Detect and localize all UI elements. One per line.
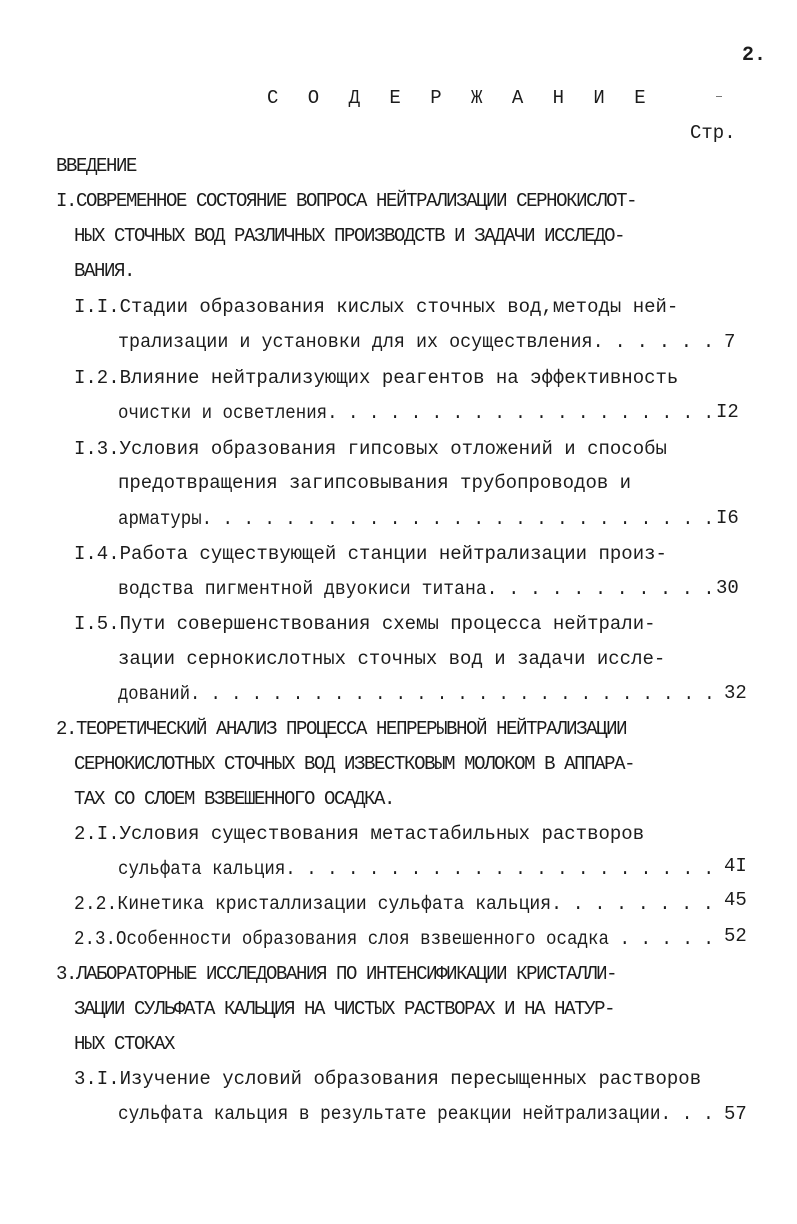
toc-intro: ВВЕДЕНИЕ bbox=[56, 155, 137, 177]
toc-item-1-2-line-1: I.2.Влияние нейтрализующих реагентов на эффективность bbox=[74, 367, 679, 389]
toc-item-2-3-line-1: 2.3.Особенности образования слоя взвешенного осадка . . . . . bbox=[74, 928, 714, 950]
toc-item-1-3-line-2: предотвращения загипсовывания трубопроводов и bbox=[118, 472, 632, 494]
toc-item-2-1-line-1: 2.I.Условия существования метастабильных растворов bbox=[74, 823, 645, 845]
toc-item-1-3-line-1: I.3.Условия образования гипсовых отложений и способы bbox=[74, 438, 667, 460]
toc-section-2-line-2: СЕРНОКИСЛОТНЫХ СТОЧНЫХ ВОД ИЗВЕСТКОВЫМ МОЛОКОМ В АППАРА- bbox=[74, 753, 635, 775]
toc-item-3-1-page: 57 bbox=[724, 1103, 747, 1125]
toc-item-1-1-line-1: I.I.Стадии образования кислых сточных вод,методы ней- bbox=[74, 296, 679, 318]
toc-item-3-1-line-1: 3.I.Изучение условий образования пересыщенных растворов bbox=[74, 1068, 702, 1090]
toc-item-1-5-line-3: дований. . . . . . . . . . . . . . . . . . . . . . . . . . bbox=[118, 683, 715, 705]
toc-item-1-4-page: 30 bbox=[716, 577, 739, 599]
toc-item-1-3-page: I6 bbox=[716, 507, 739, 529]
toc-section-1-line-2: НЫХ СТОЧНЫХ ВОД РАЗЛИЧНЫХ ПРОИЗВОДСТВ И ЗАДАЧИ ИССЛЕДО- bbox=[74, 225, 625, 247]
toc-item-1-3-line-3: арматуры. . . . . . . . . . . . . . . . . . . . . . . . . bbox=[118, 508, 714, 530]
toc-section-3-line-3: НЫХ СТОКАХ bbox=[74, 1033, 175, 1055]
toc-item-3-1-line-2: сульфата кальция в результате реакции нейтрализации. . . bbox=[118, 1103, 714, 1125]
toc-item-1-4-line-1: I.4.Работа существующей станции нейтрализации произ- bbox=[74, 543, 667, 565]
toc-item-2-1-line-2: сульфата кальция. . . . . . . . . . . . . . . . . . . . . bbox=[118, 858, 714, 880]
toc-section-3-line-1: 3.ЛАБОРАТОРНЫЕ ИССЛЕДОВАНИЯ ПО ИНТЕНСИФИКАЦИИ КРИСТАЛЛИ- bbox=[56, 963, 617, 985]
toc-item-2-2-line-1: 2.2.Кинетика кристаллизации сульфата кальция. . . . . . . . bbox=[74, 893, 714, 915]
toc-section-1-line-1: I.СОВРЕМЕННОЕ СОСТОЯНИЕ ВОПРОСА НЕЙТРАЛИЗАЦИИ СЕРНОКИСЛОТ- bbox=[56, 190, 637, 212]
toc-item-1-1-page: 7 bbox=[724, 331, 736, 353]
toc-section-2-line-3: ТАХ СО СЛОЕМ ВЗВЕШЕННОГО ОСАДКА. bbox=[74, 788, 395, 810]
toc-item-2-2-page: 45 bbox=[724, 889, 747, 911]
toc-item-1-1-line-2: трализации и установки для их осуществления. . . . . . bbox=[118, 331, 715, 353]
toc-item-1-4-line-2: водства пигментной двуокиси титана. . . . . . . . . . . bbox=[118, 578, 715, 600]
toc-section-3-line-2: ЗАЦИИ СУЛЬФАТА КАЛЬЦИЯ НА ЧИСТЫХ РАСТВОРАХ И НА НАТУР- bbox=[74, 998, 615, 1020]
toc-item-1-5-line-2: зации сернокислотных сточных вод и задачи иссле- bbox=[118, 648, 666, 670]
toc-item-2-3-page: 52 bbox=[724, 925, 747, 947]
toc-item-1-5-line-1: I.5.Пути совершенствования схемы процесса нейтрали- bbox=[74, 613, 656, 635]
page-title: С О Д Е Р Ж А Н И Е bbox=[267, 87, 655, 109]
toc-item-1-2-page: I2 bbox=[716, 401, 739, 423]
toc-section-1-line-3: ВАНИЯ. bbox=[74, 260, 135, 282]
toc-section-2-line-1: 2.ТЕОРЕТИЧЕСКИЙ АНАЛИЗ ПРОЦЕССА НЕПРЕРЫВНОЙ НЕЙТРАЛИЗАЦИИ bbox=[56, 718, 627, 740]
page-column-header: Стр. bbox=[690, 122, 736, 144]
page-number: 2. bbox=[742, 44, 767, 67]
toc-item-2-1-page: 4I bbox=[724, 855, 747, 877]
stray-mark bbox=[716, 96, 722, 97]
toc-item-1-2-line-2: очистки и осветления. . . . . . . . . . . . . . . . . . . bbox=[118, 402, 714, 424]
toc-item-1-5-page: 32 bbox=[724, 682, 747, 704]
